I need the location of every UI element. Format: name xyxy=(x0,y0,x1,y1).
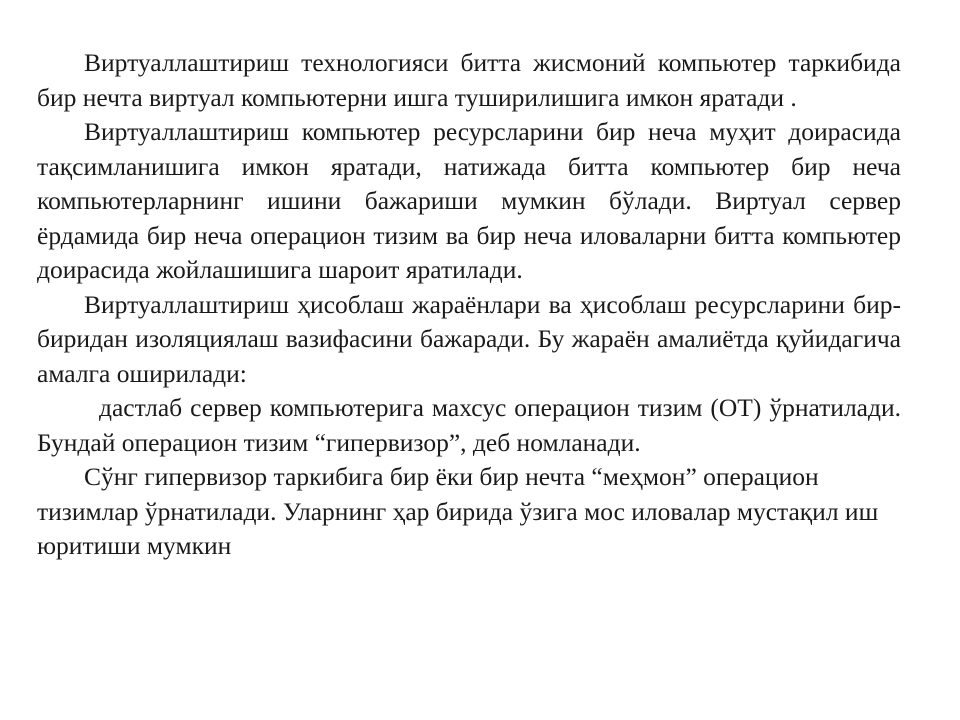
paragraph-hypervisor-install: дастлаб сервер компьютерига махсус операцион тизим (ОТ) ўрнатилади. Бундай операцион тизим “гипервизор”, деб номланади. xyxy=(37,393,901,457)
paragraph-guest-os: Сўнг гипервизор таркибига бир ёки бир нечта “меҳмон” операцион тизимлар ўрнатилади. Уларнинг ҳар бирида ўзига мос иловалар мустақил иш юритиши мумкин xyxy=(37,462,879,560)
paragraph-resource-distribution: Виртуаллаштириш компьютер ресурсларини бир неча муҳит доирасида тақсимланишига имкон яратади, натижада битта компьютер бир неча компьютерларнинг ишини бажариши мумкин бўлади. Виртуал сервер ёрдамида бир неча операцион тизим ва бир неча иловаларни битта компьютер доирасида жойлашишига шароит яратилади. xyxy=(37,117,901,284)
text-body xyxy=(37,46,901,564)
paragraph-isolation: Виртуаллаштириш ҳисоблаш жараёнлари ва ҳисоблаш ресурсларини бир-биридан изоляциялаш вазифасини бажаради. Бу жараён амалиётда қуйидагича амалга оширилади: xyxy=(37,289,901,388)
paragraph-virtualization-definition: Виртуаллаштириш технологияси битта жисмоний компьютер таркибида бир нечта виртуал компьютерни ишга туширилишига имкон яратади . xyxy=(37,48,901,112)
